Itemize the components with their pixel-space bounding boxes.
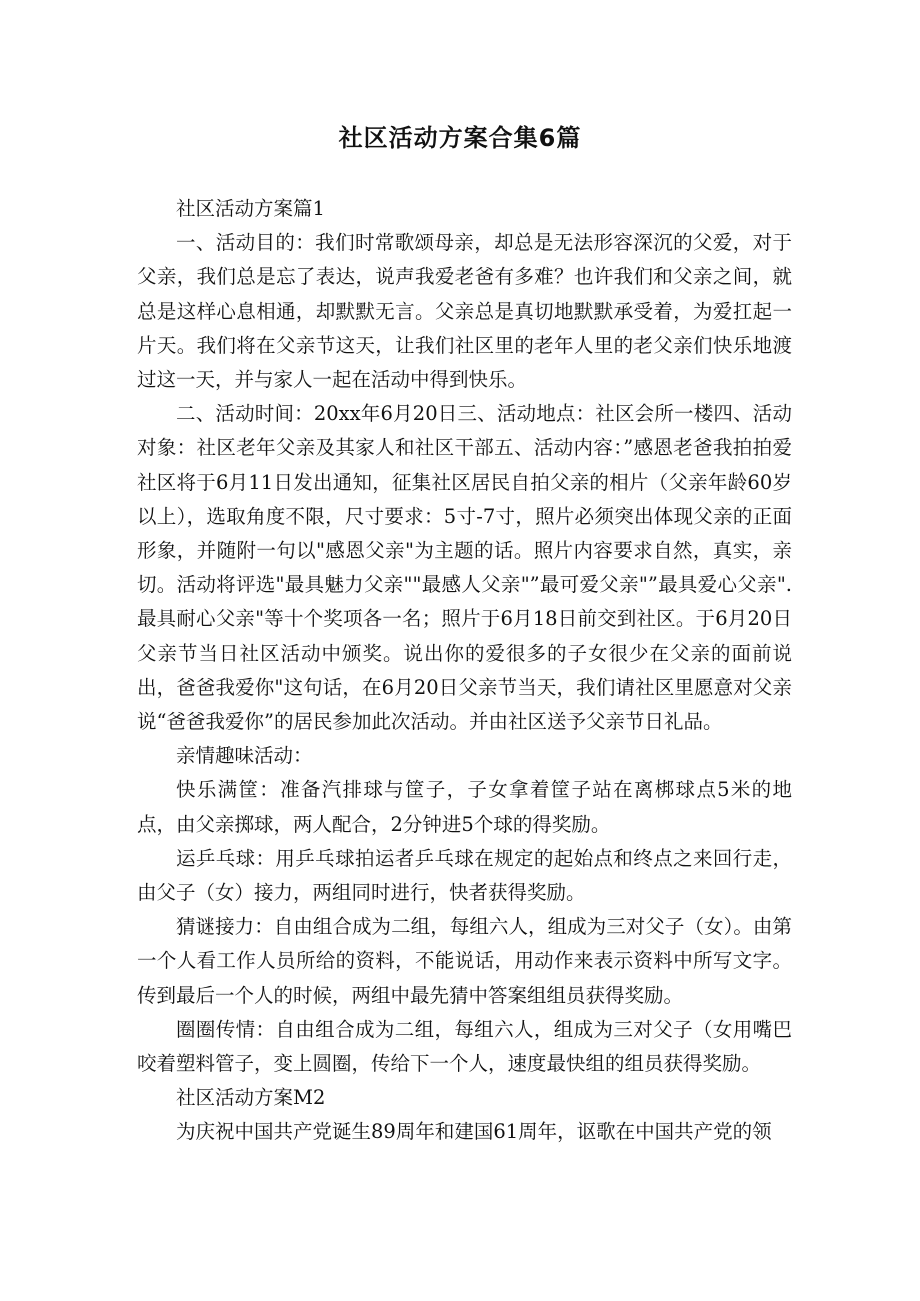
document-title: 社区活动方案合集6篇 [338, 124, 582, 152]
section-heading-2: 社区活动方案M2 [176, 1086, 326, 1110]
paragraph-activity-pingpong: 运乒乓球：用乒乓球拍运者乒乓球在规定的起始点和终点之来回行走，由父子（女）接力，两组同时进行，快者获得奖励。 [137, 846, 792, 905]
paragraph-details: 二、活动时间：20xx年6月20日三、活动地点：社区会所一楼四、活动对象：社区老年父亲及其家人和社区干部五、活动内容：”感恩老爸我拍拍爱社区将于6月11日发出通知，征集社区居民自拍父亲的相片（父亲年龄60岁以上），选取角度不限，尺寸要求：5寸-7寸，照片必须突出体现父亲的正面形象，并随附一句以"感恩父亲"为主题的话。照片内容要求自然，真实，亲切。活动将评选"最具魅力父亲""最感人父亲"”最可爱父亲"”最具爱心父亲".最具耐心父亲"等十个奖项各一名；照片于6月18日前交到社区。于6月20日父亲节当日社区活动中颁奖。说出你的爱很多的子女很少在父亲的面前说出，爸爸我爱你"这句话，在6月20日父亲节当天，我们请社区里愿意对父亲说“爸爸我爱你”的居民参加此次活动。并由社区送予父亲节日礼品。 [137, 402, 792, 734]
document-body [137, 192, 792, 1150]
paragraph-family-activities-heading: 亲情趣味活动： [176, 744, 313, 768]
paragraph-activity-ring: 圈圈传情：自由组合成为二组，每组六人，组成为三对父子（女用嘴巴咬着塑料管子，变上圆圈，传给下一个人，速度最快组的组员获得奖励。 [137, 1017, 792, 1076]
paragraph-section-2-intro: 为庆祝中国共产党诞生89周年和建国61周年，讴歌在中国共产党的领 [176, 1120, 772, 1144]
paragraph-activity-riddle: 猜谜接力：自由组合成为二组，每组六人，组成为三对父子（女）。由第一个人看工作人员所给的资料，不能说话，用动作来表示资料中所写文字。传到最后一个人的时候，两组中最先猜中答案组组员获得奖励。 [137, 915, 792, 1007]
section-heading-1: 社区活动方案篇1 [176, 197, 325, 220]
paragraph-activity-basket: 快乐满筐：准备汽排球与筐子，子女拿着筐子站在离梆球点5米的地点，由父亲掷球，两人配合，2分钟进5个球的得奖励。 [137, 778, 792, 836]
paragraph-purpose: 一、活动目的：我们时常歌颂母亲，却总是无法形容深沉的父爱，对于父亲，我们总是忘了表达，说声我爱老爸有多难？也许我们和父亲之间，就总是这样心息相通，却默默无言。父亲总是真切地默默承受着，为爱扛起一片天。我们将在父亲节这天，让我们社区里的老年人里的老父亲们快乐地渡过这一天，并与家人一起在活动中得到快乐。 [137, 231, 792, 392]
